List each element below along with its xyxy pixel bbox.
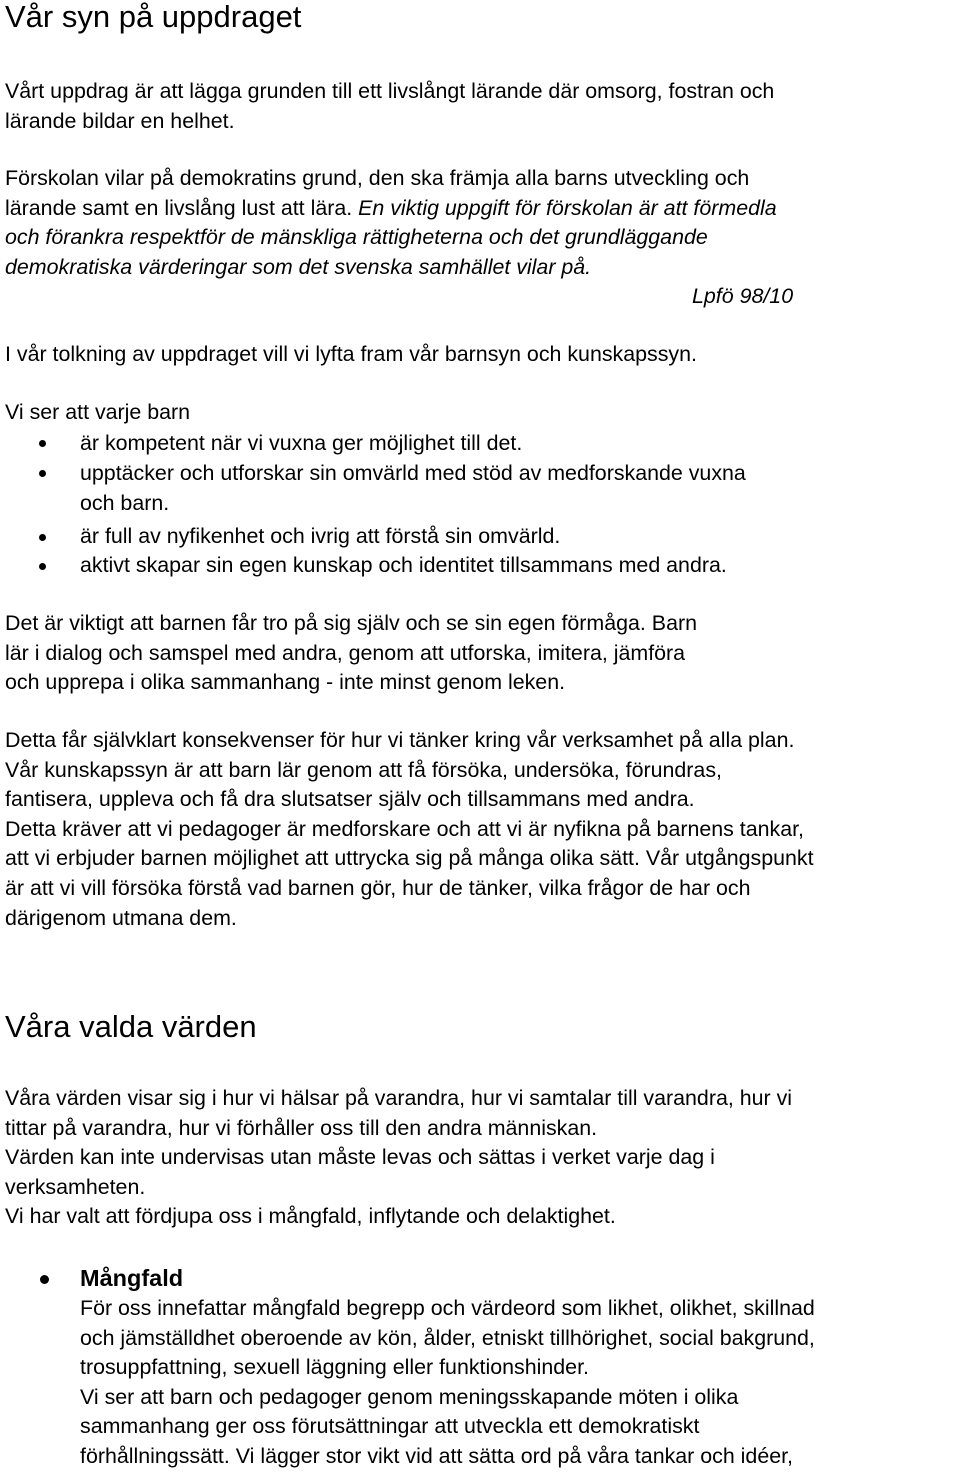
text-line: sammanhang ger oss förutsättningar att utveckla ett demokratiskt [80,1414,700,1439]
quote-text-italic: och förankra respektför de mänskliga rättigheterna och det grundläggande [5,225,708,250]
quote-source: Lpfö 98/10 [692,284,794,308]
intro-paragraph [5,77,774,136]
interpretation-paragraph: I vår tolkning av uppdraget vill vi lyfta fram vår barnsyn och kunskapssyn. [5,342,697,366]
list-item [80,459,746,518]
text-line: tittar på varandra, hur vi förhåller oss till den andra människan. [5,1115,598,1140]
text-line: är att vi vill försöka förstå vad barnen gör, hur de tänker, vilka frågor de har och [5,875,751,900]
bullet-icon [39,470,46,477]
value-description [80,1294,815,1472]
text-line: trosuppfattning, sexuell läggning eller funktionshinder. [80,1355,589,1380]
text-line: förhållningssätt. Vi lägger stor vikt vid att sätta ord på våra tankar och idéer, [80,1443,794,1468]
text-line: fantisera, uppleva och få dra slutsatser själv och tillsammans med andra. [5,787,695,812]
text-line: Värden kan inte undervisas utan måste levas och sättas i verket varje dag i [5,1145,715,1170]
consequences-paragraph [5,726,814,933]
text-fragment: lärande samt en livslång lust att lära. [5,195,359,220]
belief-paragraph [5,609,697,698]
text-line: upptäcker och utforskar sin omvärld med stöd av medforskande vuxna [80,461,746,485]
text-line: lär i dialog och samspel med andra, genom att utforska, imitera, jämföra [5,640,686,665]
bullet-icon [39,440,46,447]
text-line: Vår kunskapssyn är att barn lär genom att få försöka, undersöka, förundras, [5,757,722,782]
curriculum-quote [5,164,777,282]
values-paragraph [5,1084,792,1232]
list-item: aktivt skapar sin egen kunskap och identitet tillsammans med andra. [80,553,727,577]
text-line: och upprepa i olika sammanhang - inte minst genom leken. [5,670,566,695]
text-line: verksamheten. [5,1174,146,1199]
list-item: är kompetent när vi vuxna ger möjlighet till det. [80,431,523,455]
quote-text-italic: demokratiska värderingar som det svenska samhället vilar på. [5,254,592,279]
text-line [5,194,777,224]
quote-text-italic: En viktig uppgift för förskolan är att förmedla [358,195,777,220]
text-line: därigenom utmana dem. [5,905,237,930]
text-line: Vi ser att barn och pedagoger genom meningsskapande möten i olika [80,1384,739,1409]
text-line: Vi har valt att fördjupa oss i mångfald, inflytande och delaktighet. [5,1204,616,1229]
text-line: och barn. [80,490,170,515]
text-line: lärande bildar en helhet. [5,108,235,133]
text-line: Våra värden visar sig i hur vi hälsar på varandra, hur vi samtalar till varandra, hur vi [5,1086,793,1110]
text-line: Förskolan vilar på demokratins grund, den ska främja alla barns utveckling och [5,166,750,190]
section-heading: Vår syn på uppdraget [5,0,302,34]
bullet-icon [39,534,46,541]
text-line: att vi erbjuder barnen möjlighet att uttrycka sig på många olika sätt. Vår utgångspunkt [5,846,814,871]
text-line: Det är viktigt att barnen får tro på sig själv och se sin egen förmåga. Barn [5,611,697,635]
list-item: är full av nyfikenhet och ivrig att förstå sin omvärld. [80,524,561,548]
bullet-icon [40,1275,49,1284]
text-line: Detta får självklart konsekvenser för hur vi tänker kring vår verksamhet på alla plan. [5,728,795,752]
text-line: Detta kräver att vi pedagoger är medforskare och att vi är nyfikna på barnens tankar, [5,816,805,841]
text-line: Vårt uppdrag är att lägga grunden till ett livslångt lärande där omsorg, fostran och [5,79,775,103]
text-line: För oss innefattar mångfald begrepp och värdeord som likhet, olikhet, skillnad [80,1296,815,1320]
bullet-icon [39,563,46,570]
text-line: och jämställdhet oberoende av kön, ålder, etniskt tillhörighet, social bakgrund, [80,1325,815,1350]
children-intro: Vi ser att varje barn [5,400,191,424]
value-title: Mångfald [80,1265,184,1291]
section-heading: Våra valda värden [5,1009,257,1044]
